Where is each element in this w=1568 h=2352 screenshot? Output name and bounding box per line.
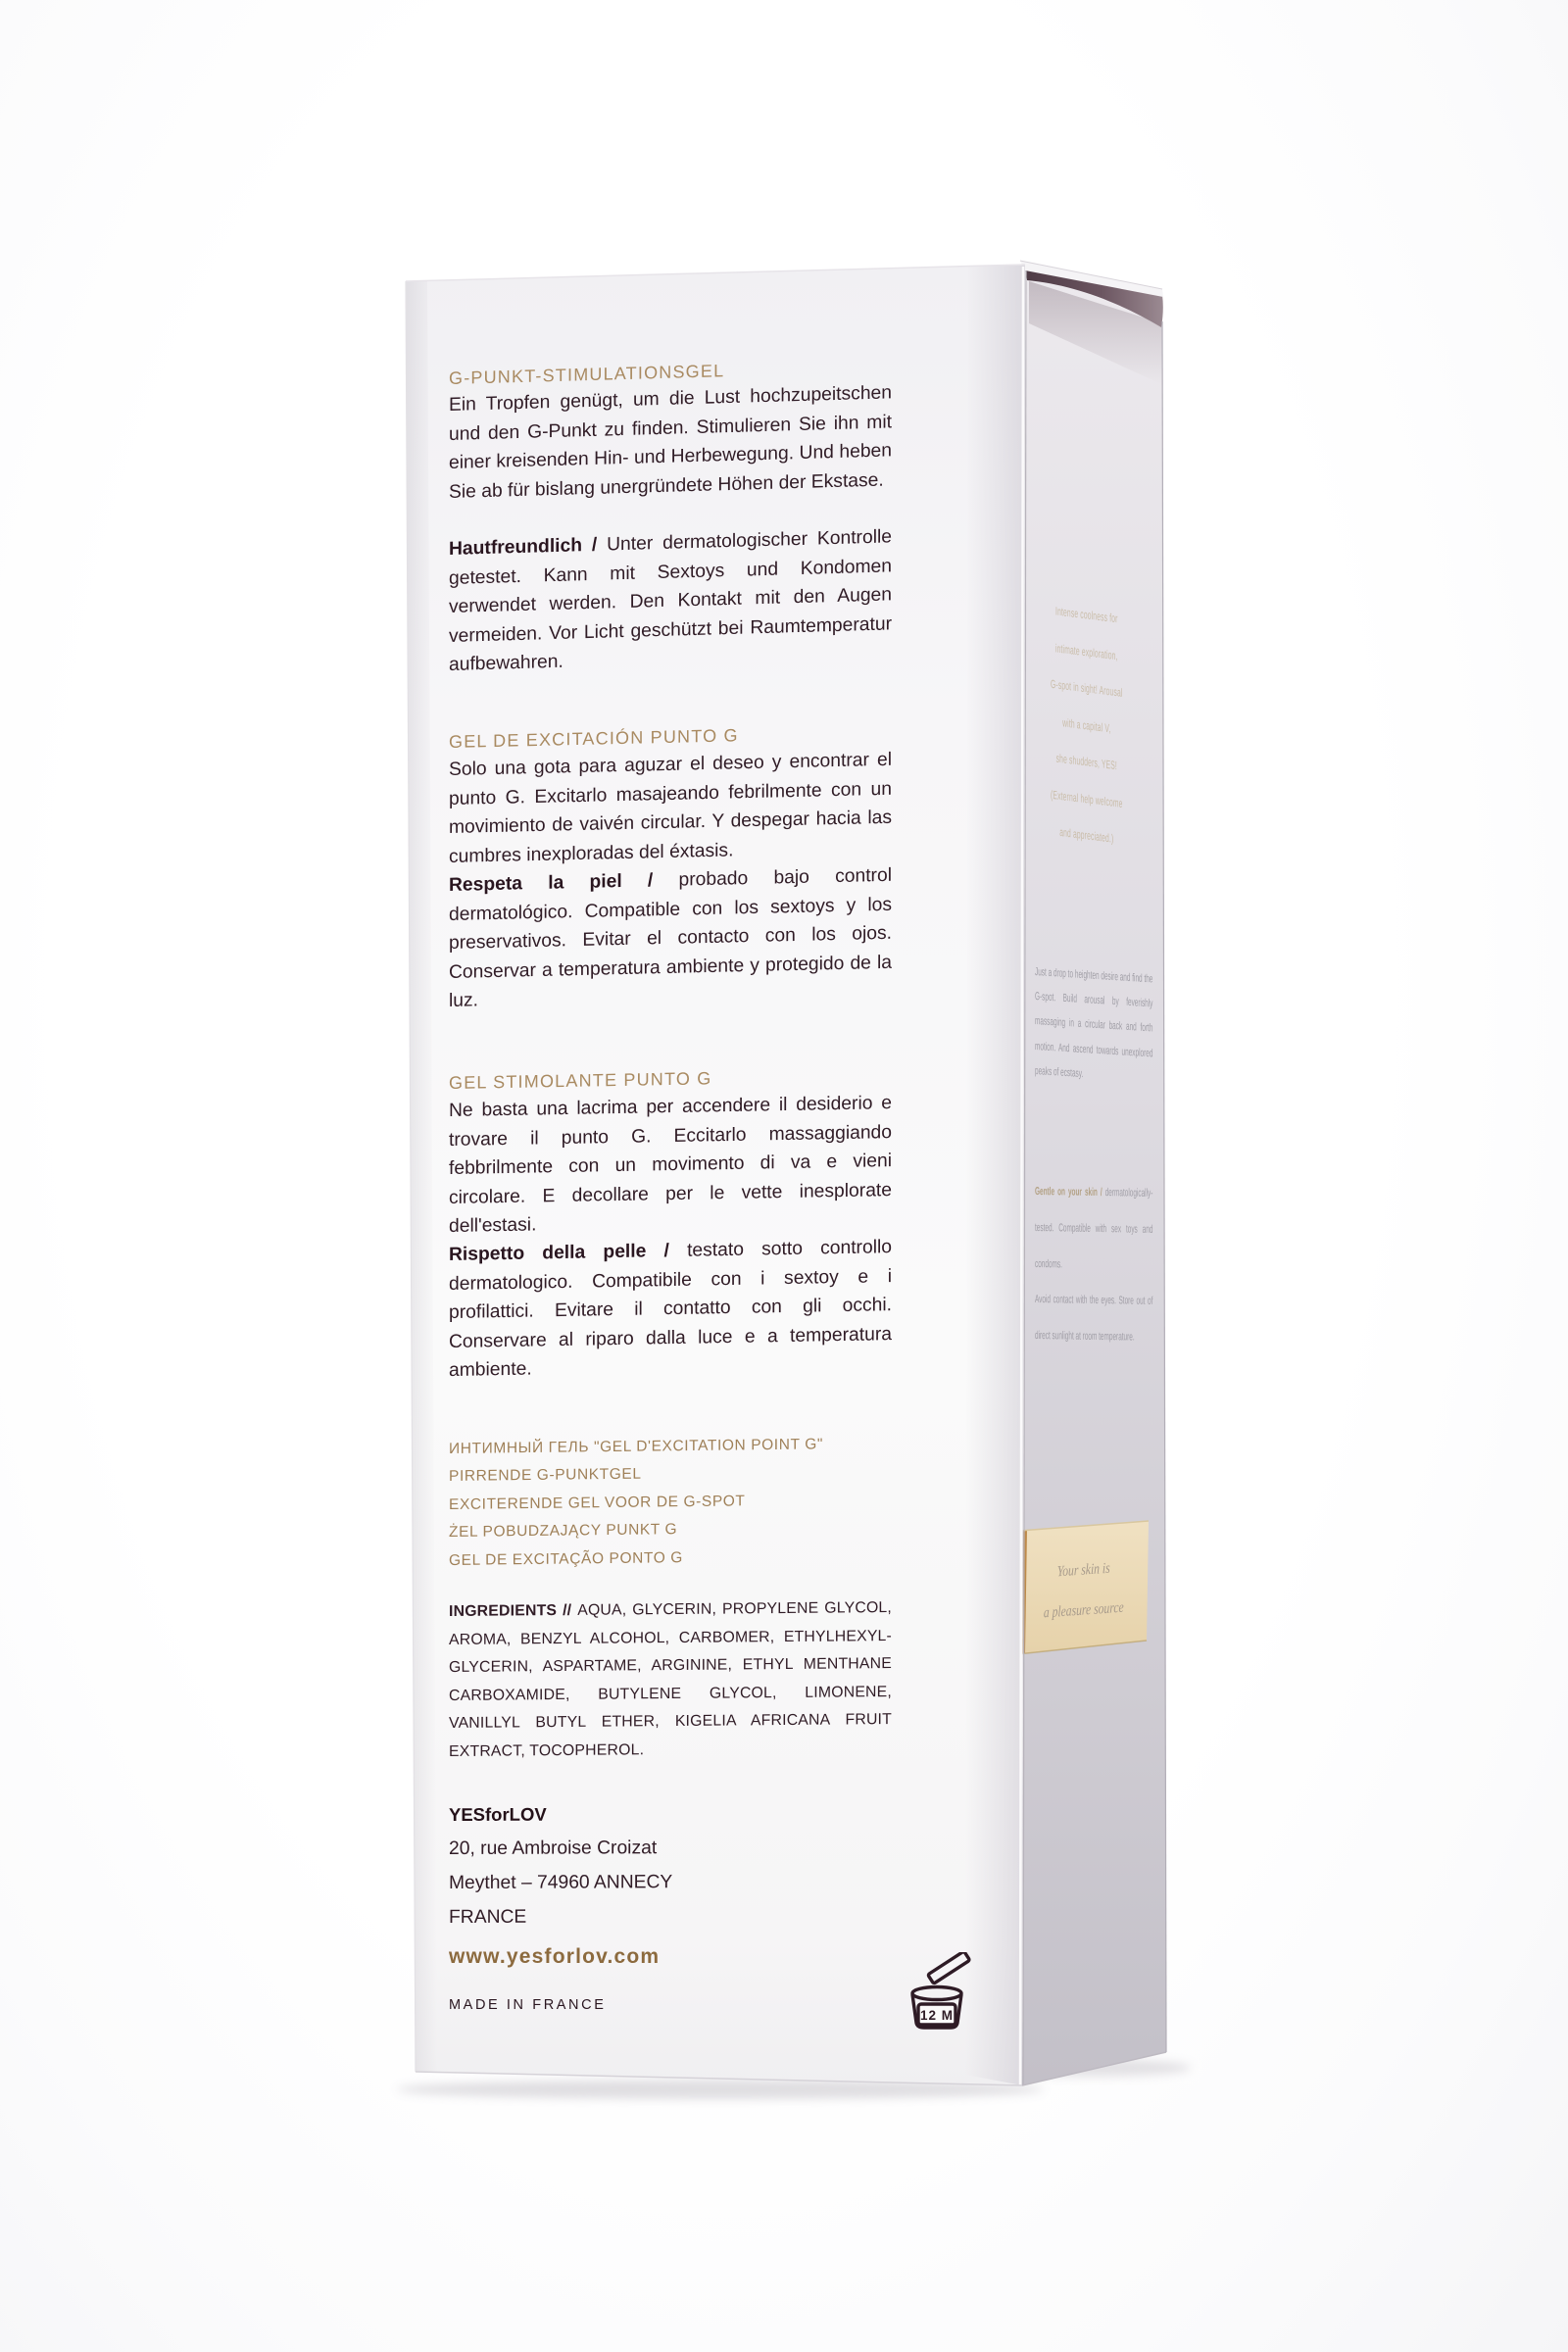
side-skin-text: dermatologically-tested. Compatible with sex toys and condoms. — [1035, 1187, 1153, 1271]
side-skin-notes — [1035, 1174, 1152, 1356]
side-storage-paragraph: Avoid contact with the eyes. Store out of direct sunlight at room temperature. — [1035, 1294, 1153, 1344]
section-title-spanish: GEL DE EXCITACIÓN PUNTO G — [449, 725, 739, 752]
ingredients-list — [449, 1594, 892, 1767]
paragraph-spanish-usage: Solo una gota para aguzar el deseo y encontrar el punto G. Excitarlo masajeando febrilmente con un movimiento de vaivén circular. Y despegar hacia las cumbres inexploradas del éxtasis. — [449, 749, 892, 867]
section-title-german: G-PUNKT-STIMULATIONSGEL — [449, 361, 725, 388]
side-band-slogan: Your skin is a pleasure source — [1043, 1559, 1124, 1622]
paragraph-german-usage: Ein Tropfen genügt, um die Lust hochzupeitschen und den G-Punkt zu finden. Stimulieren Sie ihn mit einer kreisenden Hin- und Herbewegung. Und heben Sie ab für bislang unergründete Höhen der Ekstase. — [449, 382, 892, 503]
ingredients-label: INGREDIENTS // — [449, 1601, 578, 1620]
side-skin-paragraph — [1035, 1174, 1152, 1284]
section-title-italian: GEL STIMOLANTE PUNTO G — [449, 1068, 712, 1093]
made-in-label: MADE IN FRANCE — [449, 1997, 607, 2013]
paragraph-lead: Rispetto della pelle / — [449, 1240, 688, 1265]
paragraph-lead: Hautfreundlich / — [449, 534, 608, 560]
side-tagline: Intense coolness for intimate exploration, G-spot in sight! Arousal with a capital V, she shudders, YES! (External help welcome and appreciated.) — [1051, 604, 1123, 846]
brand-name: YESforLOV — [449, 1803, 547, 1825]
paragraph-italian-usage: Ne basta una lacrima per accendere il desiderio e trovare il punto G. Eccitarlo massaggiando febbrilmente con un movimento di va e vieni circolare. E decollare per le vette inesplorate dell'estasi. — [449, 1093, 892, 1237]
pao-12m-icon — [909, 1952, 980, 2033]
paragraph-italian-skin — [449, 1233, 892, 1385]
side-description: Just a drop to heighten desire and find the G-spot. Build arousal by feverishly massaging in a circular back and forth motion. And ascend towards unexplored peaks of ecstasy. — [1035, 966, 1153, 1080]
paragraph-text: Unter dermatologischer Kontrolle getestet. Kann mit Sextoys und Kondomen verwendet werden. Den Kontakt mit den Augen vermeiden. Vor Licht geschützt bei Raumtemperatur aufbewahren. — [449, 526, 892, 675]
ingredients-text: AQUA, GLYCERIN, PROPYLENE GLYCOL, AROMA, BENZYL ALCOHOL, CARBOMER, ETHYLHEXYL-GLYCERIN, ASPARTAME, ARGININE, ETHYL MENTHANE CARBOXAMIDE, BUTYLENE GLYCOL, LIMONENE, VANILLYL BUTYL ETHER, KIGELIA AFRICANA FRUIT EXTRACT, TOCOPHEROL. — [449, 1599, 893, 1760]
box-front-panel — [449, 0, 892, 2352]
pao-12m-label: 12 M — [919, 2008, 955, 2023]
paragraph-text: testato sotto controllo dermatologico. Compatibile con i sextoy e i profilattici. Evitare il contatto con gli occhi. Conservare al riparo dalla luce e a temperatura ambiente. — [449, 1237, 892, 1381]
paragraph-lead: Respeta la piel / — [449, 869, 679, 896]
product-names-multilingual: ИНТИМНЫЙ ГЕЛЬ "GEL D'EXCITATION POINT G" PIRRENDE G-PUNKTGEL EXCITERENDE GEL VOOR DE G-SPOT ŻEL POBUDZAJĄCY PUNKT G GEL DE EXCITAÇÃO PONTO G — [449, 1436, 823, 1569]
paragraph-spanish-skin — [449, 861, 892, 1016]
manufacturer-address: 20, rue Ambroise Croizat Meythet – 74960 ANNECY FRANCE — [449, 1838, 673, 1928]
paragraph-text: probado bajo control dermatológico. Compatible con los sextoys y los preservativos. Evitar el contacto con los ojos. Conservar a temperatura ambiente y protegido de la luz. — [449, 864, 892, 1011]
paragraph-german-skin — [449, 522, 892, 679]
side-skin-lead: Gentle on your skin / — [1035, 1186, 1105, 1200]
website-url: www.yesforlov.com — [449, 1945, 661, 1968]
